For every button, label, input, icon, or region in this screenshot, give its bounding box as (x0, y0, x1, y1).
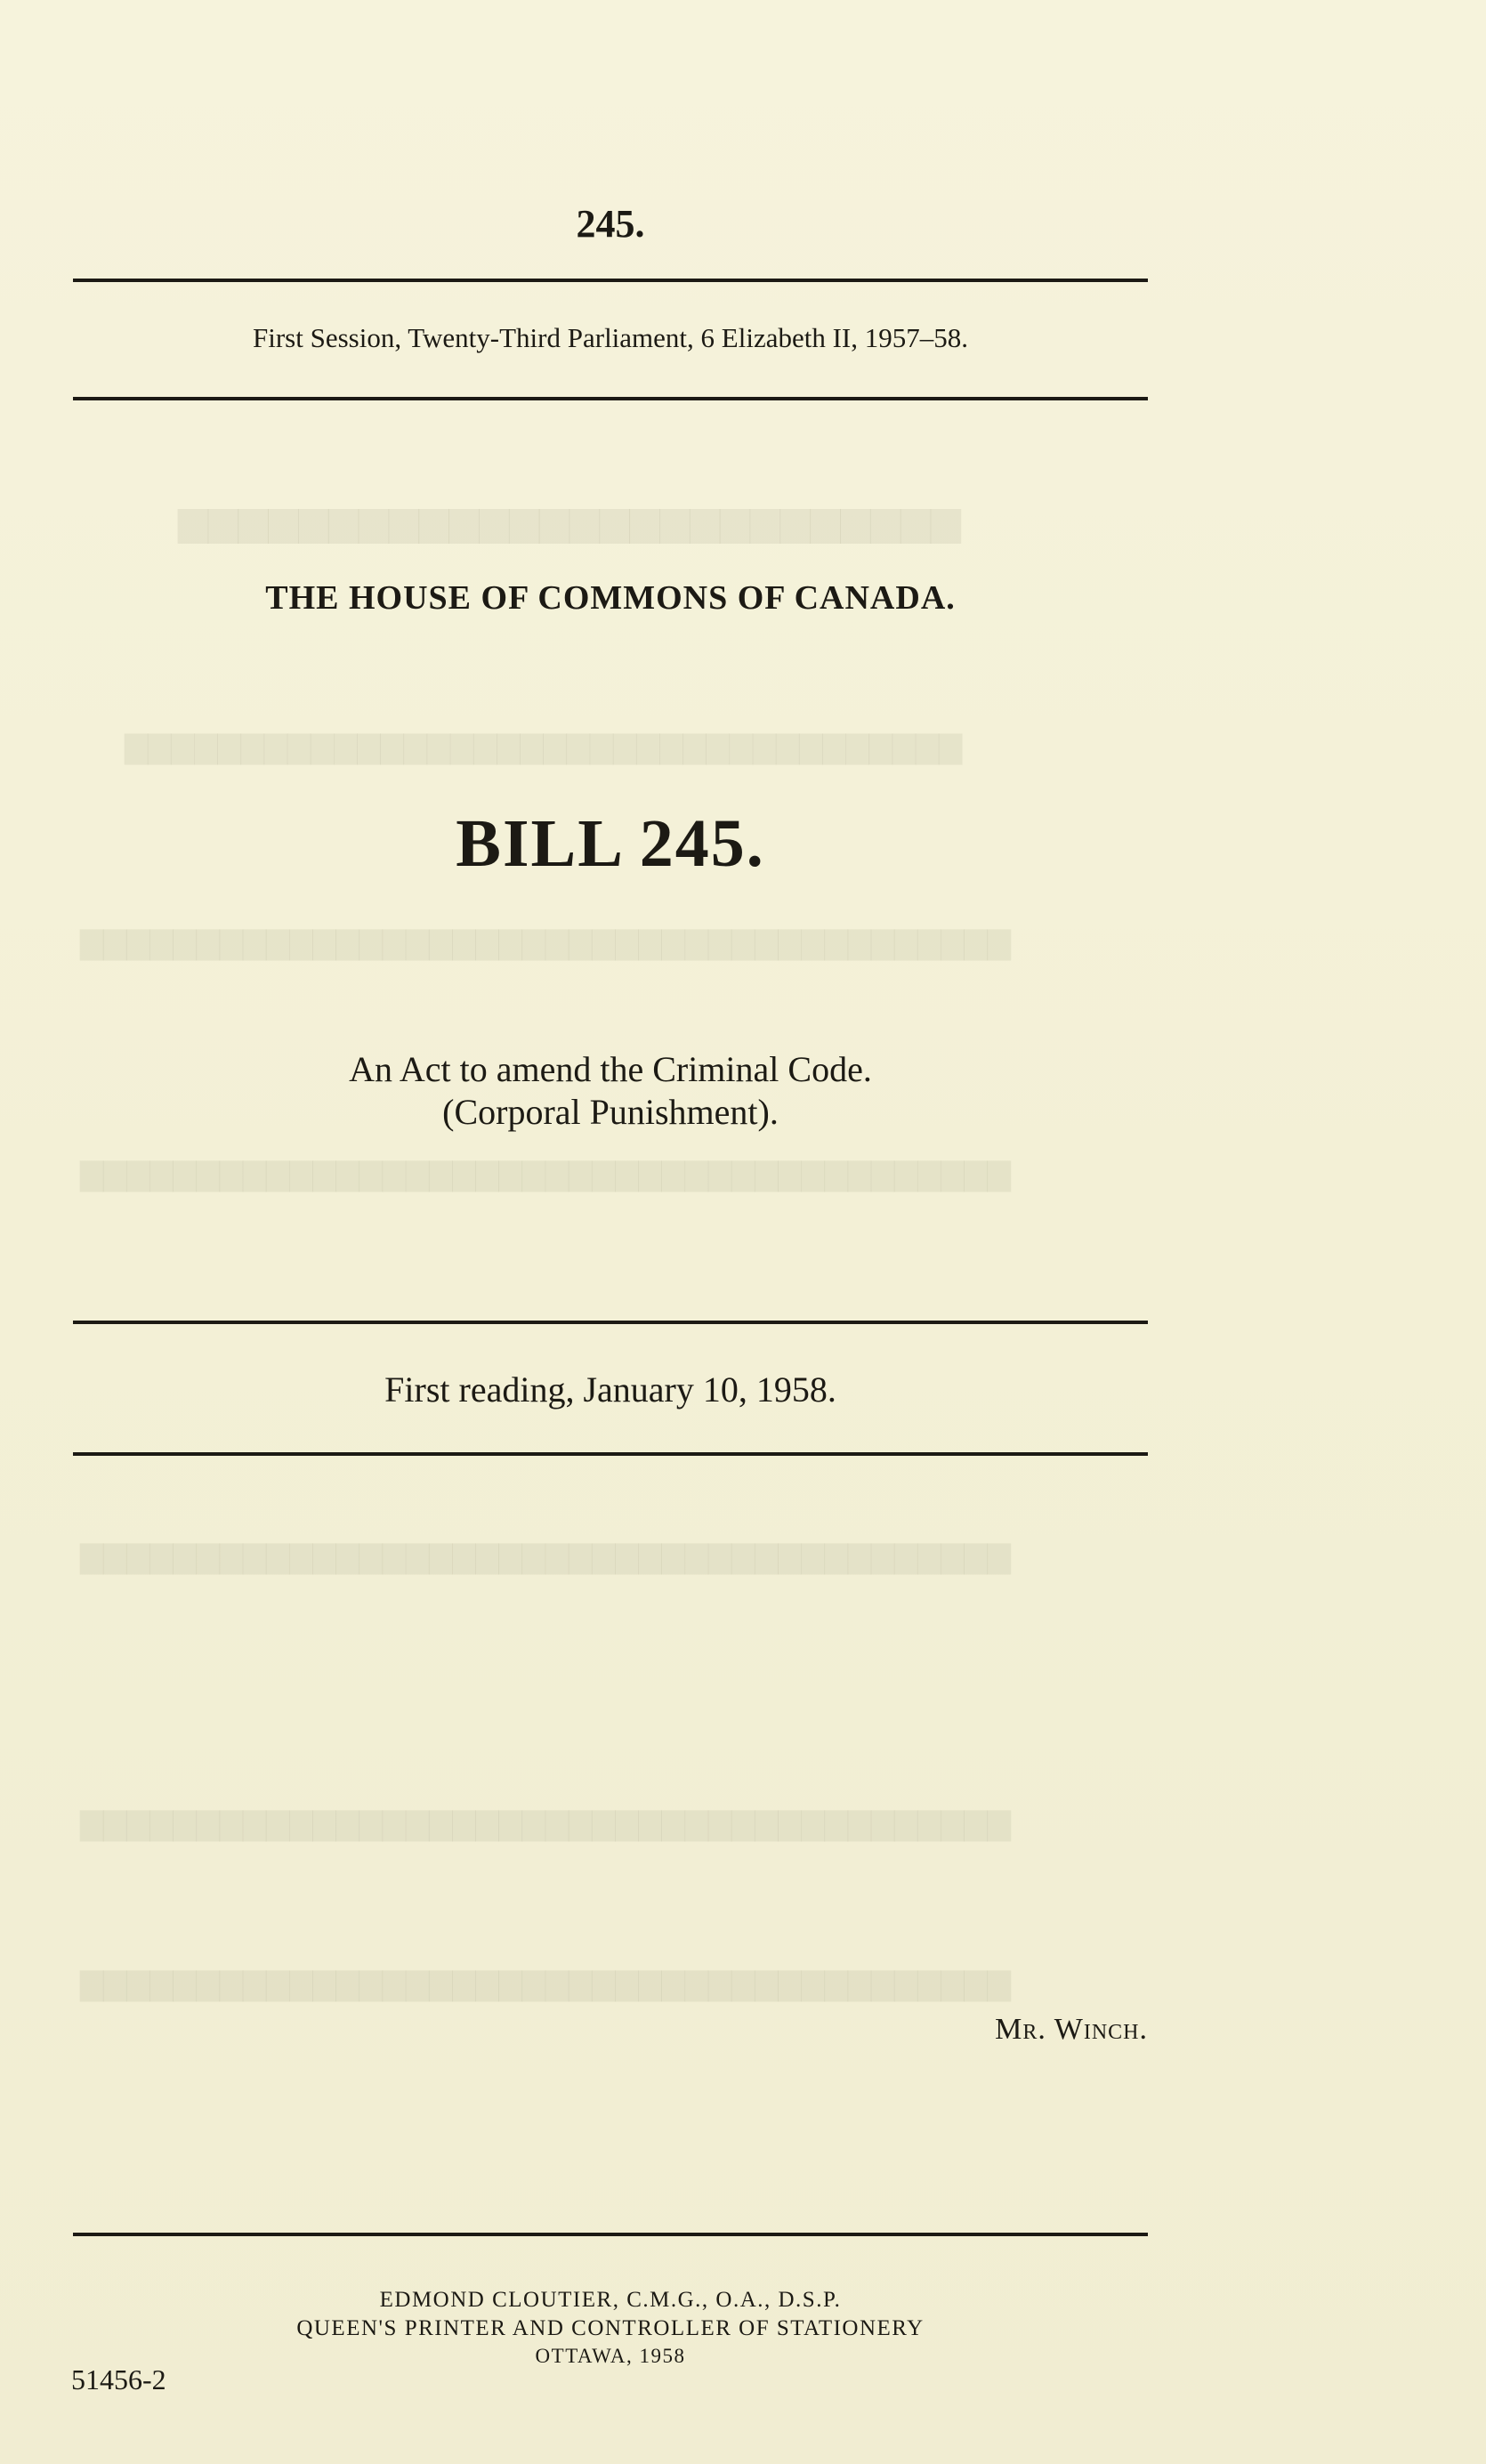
show-through-texture: ▇▇▇▇▇▇▇▇▇▇▇▇▇▇▇▇▇▇▇▇▇▇▇▇▇▇▇▇▇▇▇▇▇▇▇▇▇▇▇▇ (80, 1541, 1011, 1574)
act-title-subline: (Corporal Punishment). (442, 1092, 779, 1132)
reading-rule-top (73, 1321, 1148, 1324)
printer-place-year: OTTAWA, 1958 (535, 2345, 686, 2367)
show-through-texture: ▇▇▇▇▇▇▇▇▇▇▇▇▇▇▇▇▇▇▇▇▇▇▇▇▇▇▇▇▇▇▇▇▇▇▇▇▇▇▇▇ (80, 1159, 1011, 1192)
printer-name: EDMOND CLOUTIER, C.M.G., O.A., D.S.P. (379, 2288, 842, 2312)
reading-rule-bottom (73, 1452, 1148, 1456)
print-code: 51456-2 (71, 2363, 166, 2395)
session-line: First Session, Twenty-Third Parliament, 6 Elizabeth II, 1957–58. (252, 322, 968, 353)
act-title (73, 1048, 1148, 1134)
sponsoring-member: Mr. Winch. (995, 2013, 1148, 2046)
act-title-line: An Act to amend the Criminal Code. (349, 1049, 872, 1089)
show-through-texture: ▇▇▇▇▇▇▇▇▇▇▇▇▇▇▇▇▇▇▇▇▇▇▇▇▇▇▇▇▇▇▇▇▇▇▇▇▇▇▇▇ (80, 1968, 1011, 2001)
show-through-texture: ▆▆▆▆▆▆▆▆▆▆▆▆▆▆▆▆▆▆▆▆▆▆▆▆▆▆ (178, 499, 961, 543)
house-of-commons-heading: THE HOUSE OF COMMONS OF CANADA. (265, 579, 956, 617)
printer-rule (73, 2233, 1148, 2236)
bill-title: BILL 245. (456, 806, 765, 881)
printer-title: QUEEN'S PRINTER AND CONTROLLER OF STATIONERY (296, 2316, 925, 2340)
show-through-texture: ▇▇▇▇▇▇▇▇▇▇▇▇▇▇▇▇▇▇▇▇▇▇▇▇▇▇▇▇▇▇▇▇▇▇▇▇ (125, 731, 963, 764)
show-through-texture: ▇▇▇▇▇▇▇▇▇▇▇▇▇▇▇▇▇▇▇▇▇▇▇▇▇▇▇▇▇▇▇▇▇▇▇▇▇▇▇▇ (80, 1808, 1011, 1841)
top-rule (73, 279, 1148, 282)
session-rule (73, 397, 1148, 400)
show-through-texture: ▇▇▇▇▇▇▇▇▇▇▇▇▇▇▇▇▇▇▇▇▇▇▇▇▇▇▇▇▇▇▇▇▇▇▇▇▇▇▇▇ (80, 927, 1011, 960)
bill-number-heading: 245. (576, 202, 645, 246)
first-reading-line: First reading, January 10, 1958. (384, 1369, 836, 1410)
